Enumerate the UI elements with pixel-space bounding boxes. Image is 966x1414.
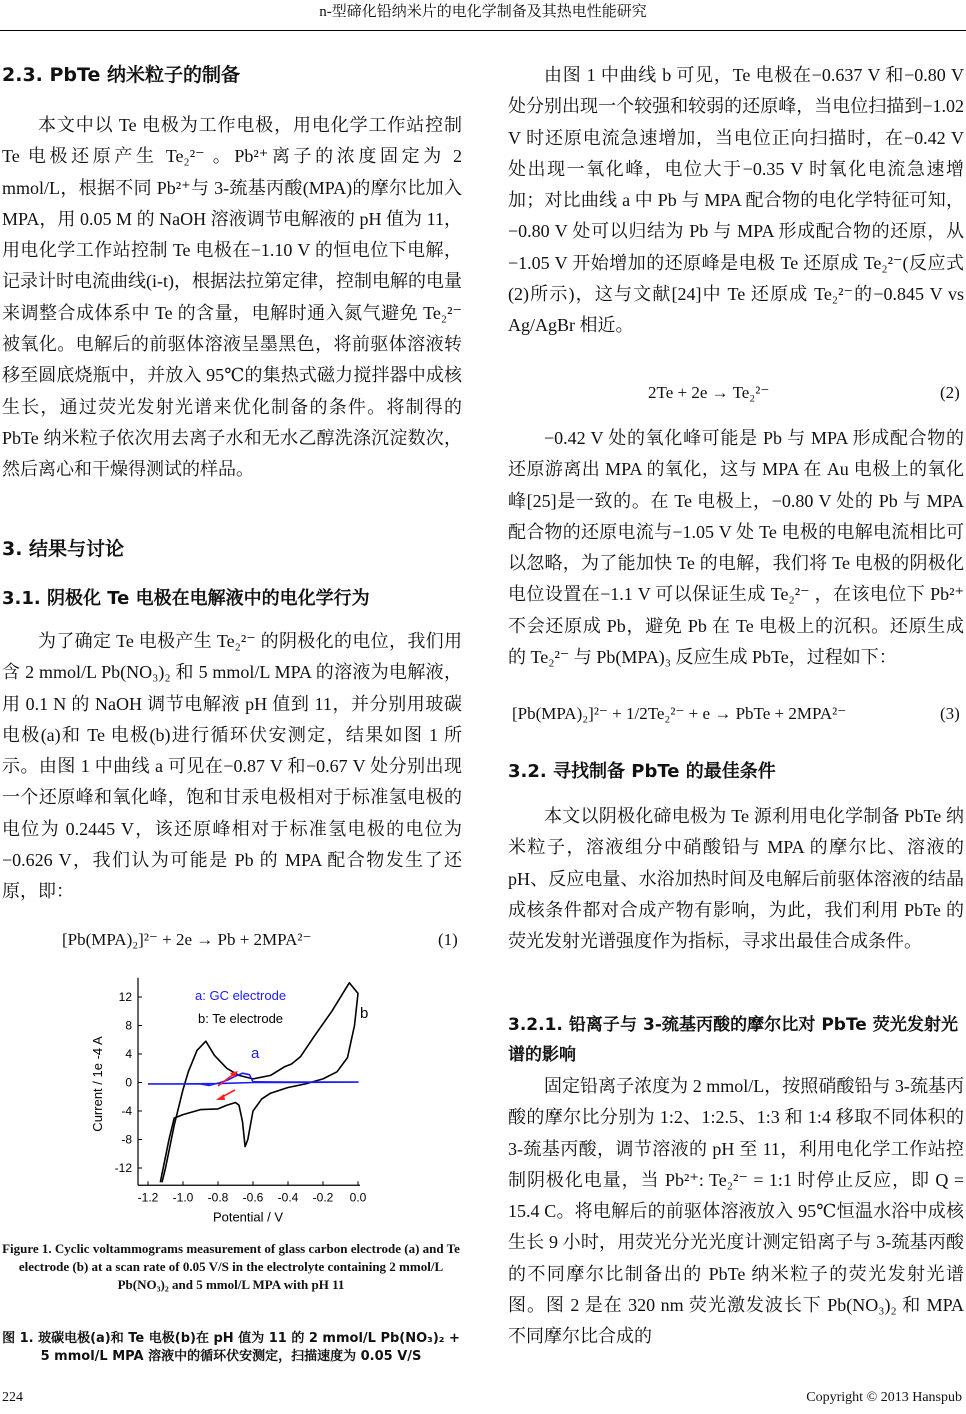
plot-area xyxy=(90,978,368,1225)
paragraph-text: 本文以阴极化碲电极为 Te 源利用电化学制备 PbTe 纳米粒子，溶液组分中硝酸铅与 MPA 的摩尔比、溶液的 pH、反应电量、水浴加热时间及电解后前驱体溶液的结晶成核条件都对合成产物有影响，为此，我们利用 PbTe 的荧光发射光谱强度作为指标，寻求出最佳合成条件。 xyxy=(508,806,964,952)
paragraph-2-3 xyxy=(2,110,462,486)
equation-3-number: (3) xyxy=(940,704,960,723)
x-tick-label: 0.0 xyxy=(349,1190,367,1205)
x-tick-label: -0.8 xyxy=(207,1190,229,1205)
curve-label-a: a xyxy=(251,1045,260,1062)
section-heading-2-3: 2.3. PbTe 纳米粒子的制备 xyxy=(2,64,240,86)
x-axis-label: Potential / V xyxy=(212,1209,284,1225)
copyright: Copyright © 2013 Hanspub xyxy=(806,1390,962,1405)
equation-2: 2Te + 2e → Te₂²⁻ xyxy=(648,383,770,402)
paragraph-text: 为了确定 Te 电极产生 Te₂²⁻ 的阴极化的电位，我们用含 2 mmol/L Pb(NO₃)₂ 和 5 mmol/L MPA 的溶液为电解液，用 0.1 N 的 NaOH 调节电解液 pH 值到 11，并分别用玻碳电极(a)和 Te 电极(b)进行循环伏安测定，结果如图 1 所示。由图 1 中曲线 a 可见在−0.87 V 和−0.67 V 处分别出现一个还原峰和氧化峰，饱和甘汞电极相对于标准氢电极的电位为 0.2445 V，该还原峰相对于标准氢电极的电位为−0.626 V，我们认为可能是 Pb 的 MPA 配合物发生了还原，即： xyxy=(2,631,462,902)
paragraph-3-1 xyxy=(2,626,462,908)
equation-2-number: (2) xyxy=(940,383,960,402)
legend-entry-b: b: Te electrode xyxy=(198,1011,284,1026)
equation-1-number: (1) xyxy=(438,930,458,949)
paragraph-text: 本文中以 Te 电极为工作电极，用电化学工作站控制 Te 电极还原产生 Te₂²⁻ 。Pb²⁺离子的浓度固定为 2 mmol/L，根据不同 Pb²⁺与 3-巯基丙酸(MPA)的摩尔比加入 MPA，用 0.05 M 的 NaOH 溶液调节电解液的 pH 值为 11，用电化学工作站控制 Te 电极在−1.10 V 的恒电位下电解，记录计时电流曲线(i-t)，根据法拉第定律，控制电解的电量来调整合成体系中 Te 的含量，电解时通入氮气避免 Te₂²⁻ 被氧化。电解后的前驱体溶液呈墨黑色，将前驱体溶液转移至圆底烧瓶中，并放入 95℃的集热式磁力搅拌器中成核生长，通过荧光发射光谱来优化制备的条件。将制得的 PbTe 纳米粒子依次用去离子水和无水乙醇洗涤沉淀数次，然后离心和干燥得测试的样品。 xyxy=(2,115,462,480)
paragraph-3-2-1 xyxy=(508,1071,964,1353)
figure-caption-cn: 图 1. 玻碳电极(a)和 Te 电极(b)在 pH 值为 11 的 2 mmol/L Pb(NO₃)₂ + 5 mmol/L MPA 溶液中的循环伏安测定，扫描速度为 0.05 V/S xyxy=(2,1331,460,1364)
curve-label-b: b xyxy=(360,1005,369,1022)
y-tick-label: 12 xyxy=(118,990,132,1004)
paragraph-3-2 xyxy=(508,801,964,957)
header-divider xyxy=(0,30,966,31)
running-title: n-型碲化铅纳米片的电化学制备及其热电性能研究 xyxy=(319,4,647,20)
page-number: 224 xyxy=(2,1390,23,1405)
section-heading-3-1: 3.1. 阴极化 Te 电极在电解液中的电化学行为 xyxy=(2,588,370,609)
section-heading-3: 3. 结果与讨论 xyxy=(2,538,125,560)
equation-1: [Pb(MPA)₂]²⁻ + 2e → Pb + 2MPA²⁻ xyxy=(62,930,312,949)
paragraph-text: −0.42 V 处的氧化峰可能是 Pb 与 MPA 形成配合物的还原游离出 MPA 的氧化，这与 MPA 在 Au 电极上的氧化峰[25]是一致的。在 Te 电极上，−0.80 V 处的 Pb 与 MPA 配合物的还原电流与−1.05 V 处 Te 电极的电解电流相比可以忽略，为了能加快 Te 的电解，我们将 Te 电极的阴极化电位设置在−1.1 V 可以保证生成 Te₂²⁻ ，在该电位下 Pb²⁺不会还原成 Pb，避免 Pb 在 Te 电极上的沉积。还原生成的 Te₂²⁻ 与 Pb(MPA)₃ 反应生成 PbTe，过程如下： xyxy=(508,428,964,668)
section-heading-3-2: 3.2. 寻找制备 PbTe 的最佳条件 xyxy=(508,761,776,782)
section-heading-3-2-1: 3.2.1. 铅离子与 3-巯基丙酸的摩尔比对 PbTe 荧光发射光谱的影响 xyxy=(508,1015,958,1065)
legend-entry-a: a: GC electrode xyxy=(195,988,287,1003)
y-tick-label: 4 xyxy=(125,1047,132,1061)
y-axis-label: Current / 1e -4 A xyxy=(90,1036,105,1132)
x-tick-label: -1.2 xyxy=(137,1190,159,1205)
y-tick-label: -4 xyxy=(121,1104,132,1118)
x-tick-label: -0.4 xyxy=(277,1190,299,1205)
figure-caption-en: Figure 1. Cyclic voltammograms measurement of glass carbon electrode (a) and Te electrode (b) at a scan rate of 0.05 V/S in the electrolyte containing 2 mmol/L Pb(NO₃)₂ and 5 mmol/L MPA with pH 11 xyxy=(2,1241,460,1292)
paragraph-text: 固定铅离子浓度为 2 mmol/L，按照硝酸铅与 3-巯基丙酸的摩尔比分别为 1:2、1:2.5、1:3 和 1:4 移取不同体积的 3-巯基丙酸，调节溶液的 pH 至 11，利用电化学工作站控制阴极化电量，当 Pb²⁺: Te₂²⁻ = 1:1 时停止反应，即 Q = 15.4 C。将电解后的前驱体溶液放入 95℃恒温水浴中成核生长 9 小时，用荧光分光光度计测定铅离子与 3-巯基丙酸的不同摩尔比制备出的 PbTe 纳米粒子的荧光发射光谱图。图 2 是在 320 nm 荧光激发波长下 Pb(NO₃)₂ 和 MPA 不同摩尔比合成的 xyxy=(508,1076,964,1347)
paragraph-right-2 xyxy=(508,423,964,673)
x-tick-label: -1.0 xyxy=(172,1190,194,1205)
y-tick-label: -8 xyxy=(121,1132,132,1147)
y-tick-label: -12 xyxy=(114,1161,132,1175)
arrow-head-icon xyxy=(216,1094,225,1100)
paragraph-right-1 xyxy=(508,60,964,342)
cyclic-voltammogram-chart xyxy=(80,975,380,1225)
equation-3: [Pb(MPA)₂]²⁻ + 1/2Te₂²⁻ + e → PbTe + 2MPA²⁻ xyxy=(512,704,847,723)
y-tick-label: 8 xyxy=(125,1018,132,1033)
x-tick-label: -0.2 xyxy=(312,1190,334,1205)
paragraph-text: 由图 1 中曲线 b 可见，Te 电极在−0.637 V 和−0.80 V 处分别出现一个较强和较弱的还原峰，当电位扫描到−1.02 V 时还原电流急速增加，当电位正向扫描时，在−0.42 V 处出现一氧化峰，电位大于−0.35 V 时氧化电流急速增加；对比曲线 a 中 Pb 与 MPA 配合物的电化学特征可知，−0.80 V 处可以归结为 Pb 与 MPA 形成配合物的还原，从−1.05 V 开始增加的还原峰是电极 Te 还原成 Te₂²⁻(反应式(2)所示)，这与文献[24]中 Te 还原成 Te₂²⁻的−0.845 V vs Ag/AgBr 相近。 xyxy=(508,65,964,336)
y-tick-label: 0 xyxy=(125,1075,132,1090)
x-tick-label: -0.6 xyxy=(242,1190,264,1205)
